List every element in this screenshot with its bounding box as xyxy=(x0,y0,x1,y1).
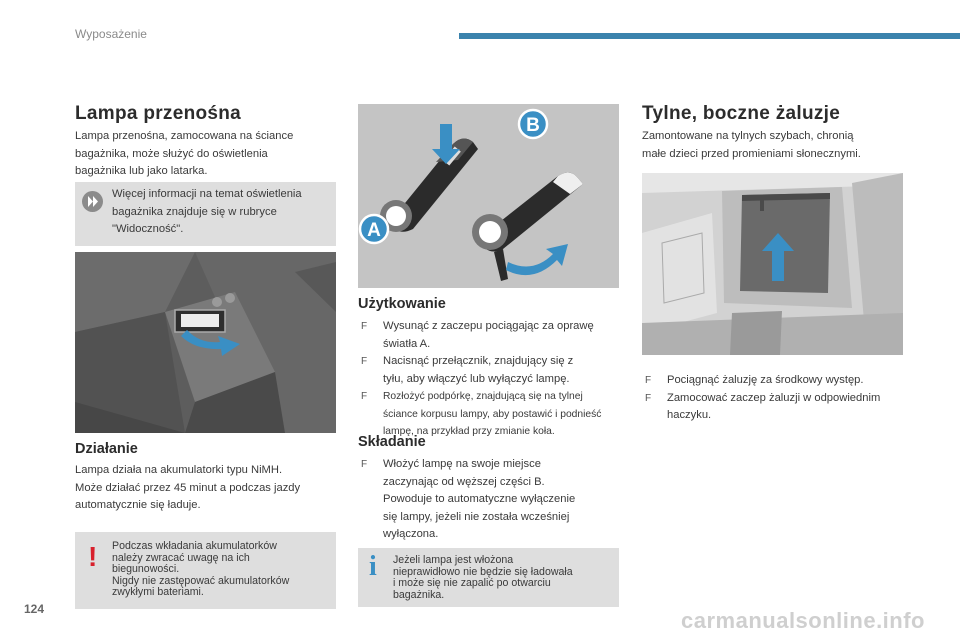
info-icon: i xyxy=(369,551,377,582)
figure-label-b: B xyxy=(526,115,540,136)
list-item: F Pociągnąć żaluzję za środkowy występ. xyxy=(645,374,864,386)
header-accent-bar xyxy=(459,33,960,39)
list-item: F Wysunąć z zaczepu pociągając za oprawę światła A. xyxy=(361,320,594,350)
usage-list xyxy=(358,318,601,441)
warning-icon: ! xyxy=(88,541,98,572)
blinds-intro-text: Zamontowane na tylnych szybach, chronią małe dzieci przed promieniami słonecznymi. xyxy=(642,130,861,160)
folding-list xyxy=(358,456,575,544)
note-box xyxy=(75,182,336,246)
forward-arrow-icon xyxy=(82,191,103,212)
portable-lamp-illustration xyxy=(358,104,619,288)
list-item: F Rozłożyć podpórkę, znajdującą się na tylnej ściance korpusu lampy, aby postawić i podnieść lampę, na przykład przy zmianie koła. xyxy=(361,391,602,437)
warning-box xyxy=(75,532,336,609)
blinds-list xyxy=(642,372,880,425)
list-item: F Włożyć lampę na swoje miejsce zaczynając od węższej części B. Powoduje to automatyczne wyłączenie się lampy, jeżeli nie została wcześniej wyłączona. xyxy=(361,458,576,540)
usage-title: Użytkowanie xyxy=(358,296,446,312)
note-text: Więcej informacji na temat oświetlenia bagażnika znajduje się w rubryce "Widoczność". xyxy=(112,188,302,235)
list-item: F Nacisnąć przełącznik, znajdujący się z tyłu, aby włączyć lub wyłączyć lampę. xyxy=(361,355,574,385)
info-text: Jeżeli lampa jest włożona nieprawidłowo nie będzie się ładowała i może się nie zapalić po otwarciu bagażnika. xyxy=(393,554,573,601)
warning-text: Podczas wkładania akumulatorków należy zwracać uwagę na ich biegunowości. Nigdy nie zastępować akumulatorków zwykłymi bateriami. xyxy=(112,540,290,598)
operation-text: Lampa działa na akumulatorki typu NiMH. Może działać przez 45 minut a podczas jazdy automatycznie się ładuje. xyxy=(75,464,301,511)
info-box xyxy=(358,548,619,607)
trunk-lamp-illustration xyxy=(75,252,336,433)
lamp-section-title: Lampa przenośna xyxy=(75,103,242,124)
figure-label-a: A xyxy=(367,220,381,241)
rear-blind-illustration xyxy=(642,173,903,355)
blinds-section-title: Tylne, boczne żaluzje xyxy=(642,103,841,124)
lamp-intro-text: Lampa przenośna, zamocowana na ściance bagażnika, może służyć do oświetlenia bagażnika lub jako latarka. xyxy=(75,130,294,177)
section-header-title: Wyposażenie xyxy=(75,27,147,41)
folding-title: Składanie xyxy=(358,434,426,450)
list-item: F Zamocować zaczep żaluzji w odpowiednim haczyku. xyxy=(645,391,881,421)
operation-title: Działanie xyxy=(75,441,138,457)
watermark: carmanualsonline.info xyxy=(681,608,925,633)
page-number: 124 xyxy=(24,602,45,616)
